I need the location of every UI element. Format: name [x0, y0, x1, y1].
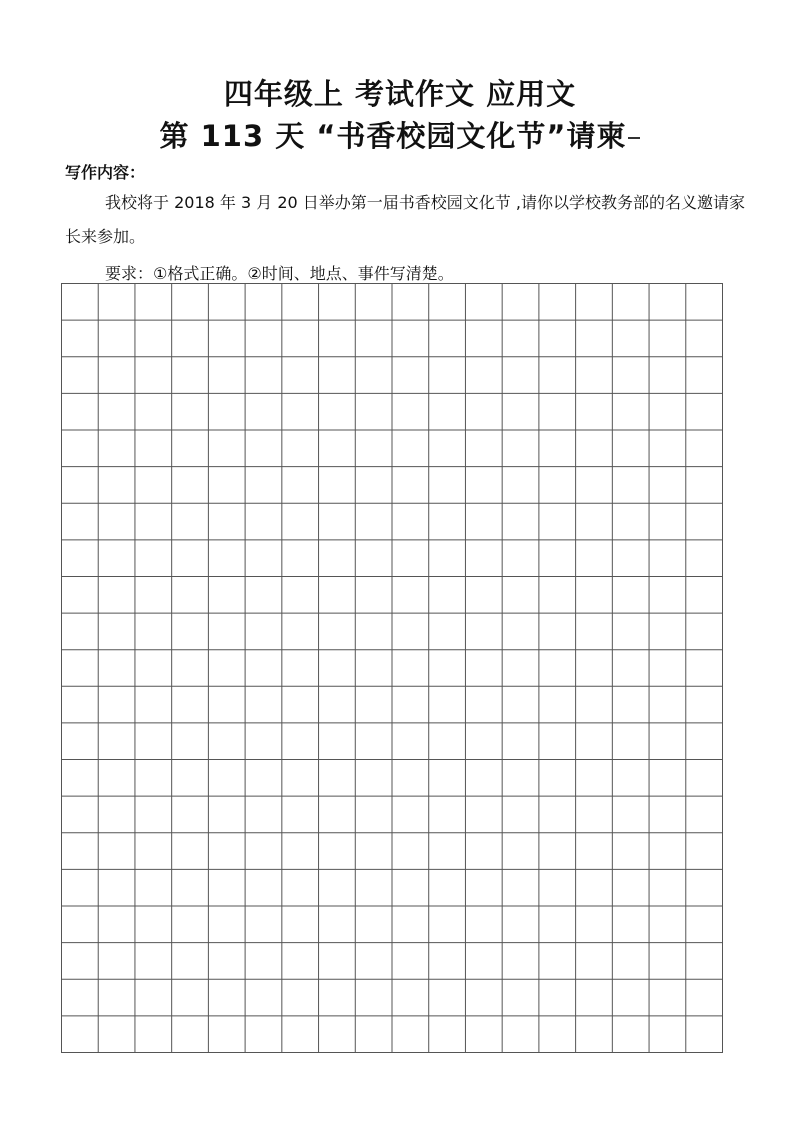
writing-content-label: 写作内容：: [65, 163, 146, 182]
requirement-paragraph: 要求：①格式正确。②时间、地点、事件写清楚。: [105, 264, 454, 283]
title-line-2: [0, 114, 800, 155]
title-line-2-text: 第 113 天 “书香校园文化节”请柬: [159, 119, 627, 153]
task-paragraph: 我校将于 2018 年 3 月 20 日举办第一届书香校园文化节 ,请你以学校教务部的名义邀请家长来参加。: [65, 193, 745, 246]
title-dash: [628, 137, 640, 139]
title-line-1: 四年级上 考试作文 应用文: [223, 77, 577, 111]
writing-grid[interactable]: [61, 283, 723, 1053]
